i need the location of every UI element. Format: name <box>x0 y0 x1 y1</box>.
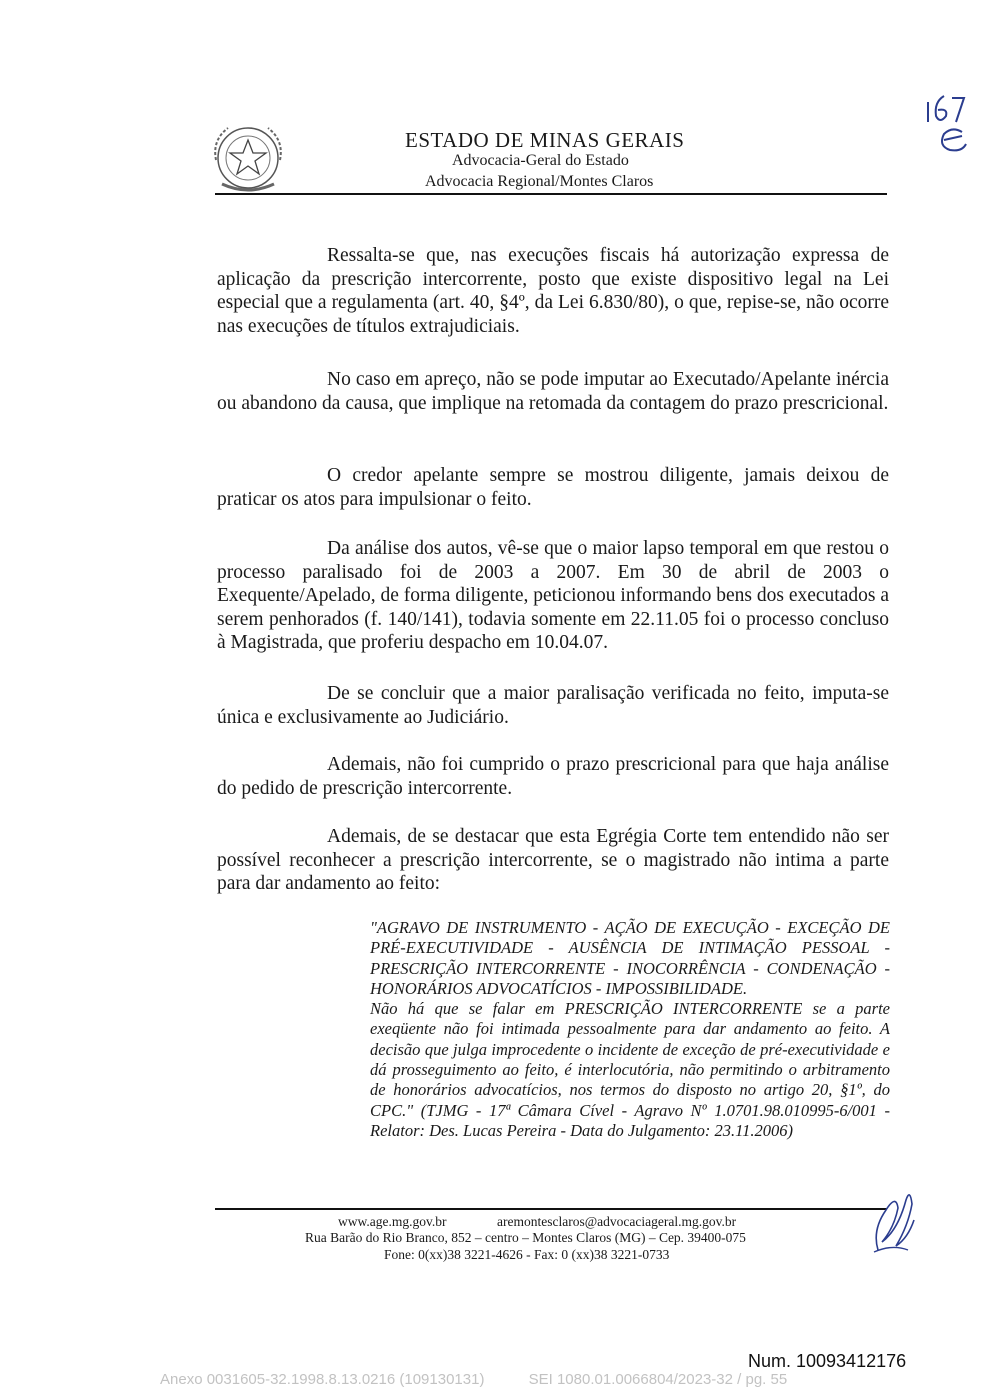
footer-phone: Fone: 0(xx)38 3221-4626 - Fax: 0 (xx)38 3221-0733 <box>384 1247 670 1262</box>
paragraph: De se concluir que a maior paralisação verificada no feito, imputa-se única e exclusivamente ao Judiciário. <box>217 683 889 728</box>
paragraph: Da análise dos autos, vê-se que o maior lapso temporal em que restou o processo paralisado foi de 2003 a 2007. Em 30 de abril de 2003 o Exequente/Apelado, de forma diligente, peticionou informando bens dos executados a serem penhorados (f. 140/141), todavia somente em 22.11.05 foi o processo concluso à Magistrada, que proferiu despacho em 10.04.07. <box>217 538 889 653</box>
paragraph: Ressalta-se que, nas execuções fiscais há autorização expressa de aplicação da prescrição intercorrente, posto que existe dispositivo legal na Lei especial que a regulamenta (art. 40, §4º, da Lei 6.830/80), o que, repise-se, não ocorre nas execuções de títulos extrajudiciais. <box>217 245 889 337</box>
handwritten-folio-number <box>922 92 972 154</box>
footer-address: Rua Barão do Rio Branco, 852 – centro – Montes Claros (MG) – Cep. 39400-075 <box>305 1230 746 1245</box>
quote-heading: "AGRAVO DE INSTRUMENTO - AÇÃO DE EXECUÇÃO - EXCEÇÃO DE PRÉ-EXECUTIVIDADE - AUSÊNCIA DE INTIMAÇÃO PESSOAL - PRESCRIÇÃO INTERCORRENTE - INOCORRÊNCIA - CONDENAÇÃO - HONORÁRIOS ADVOCATÍCIOS - IMPOSSIBILIDADE. <box>370 918 890 998</box>
header-state: ESTADO DE MINAS GERAIS <box>405 128 685 152</box>
header-divider <box>215 193 887 195</box>
quote-body: Não há que se falar em PRESCRIÇÃO INTERCORRENTE se a parte exeqüente não foi intimada pessoalmente para dar andamento ao feito. A decisão que julga improcedente o incidente de exceção de pré-executividade e dá prosseguimento ao feito, é interlocutória, não permitindo o arbitramento de honorários advocatícios, nos termos do disposto no artigo 20, §1º, do CPC." (TJMG - 17ª Câmara Cível - Agravo Nº 1.0701.98.010995-6/001 - Relator: Des. Lucas Pereira - Data do Julgamento: 23.11.2006) <box>370 999 890 1140</box>
sei-reference: SEI 1080.01.0066804/2023-32 / pg. 55 <box>528 1371 788 1388</box>
footer-divider <box>215 1208 887 1210</box>
document-number: Num. 10093412176 <box>748 1351 907 1371</box>
header-agency: Advocacia-Geral do Estado <box>452 152 629 169</box>
state-seal-icon <box>208 120 288 198</box>
header-office: Advocacia Regional/Montes Claros <box>425 173 654 190</box>
annex-id: Anexo 0031605-32.1998.8.13.0216 (109130131) <box>160 1371 485 1388</box>
paragraph: Ademais, não foi cumprido o prazo prescricional para que haja análise do pedido de prescrição intercorrente. <box>217 754 889 799</box>
annex-reference <box>160 1371 827 1388</box>
jurisprudence-quote <box>370 918 890 1141</box>
footer-email[interactable]: aremontesclaros@advocaciageral.mg.gov.br <box>497 1214 737 1229</box>
paragraph: O credor apelante sempre se mostrou diligente, jamais deixou de praticar os atos para impulsionar o feito. <box>217 465 889 510</box>
footer-website[interactable]: www.age.mg.gov.br <box>338 1214 447 1229</box>
paragraph: Ademais, de se destacar que esta Egrégia Corte tem entendido não ser possível reconhecer a prescrição intercorrente, se o magistrado não intima a parte para dar andamento ao feito: <box>217 826 889 894</box>
handwritten-signature <box>868 1180 920 1260</box>
paragraph: No caso em apreço, não se pode imputar ao Executado/Apelante inércia ou abandono da causa, que implique na retomada da contagem do prazo prescricional. <box>217 369 889 414</box>
